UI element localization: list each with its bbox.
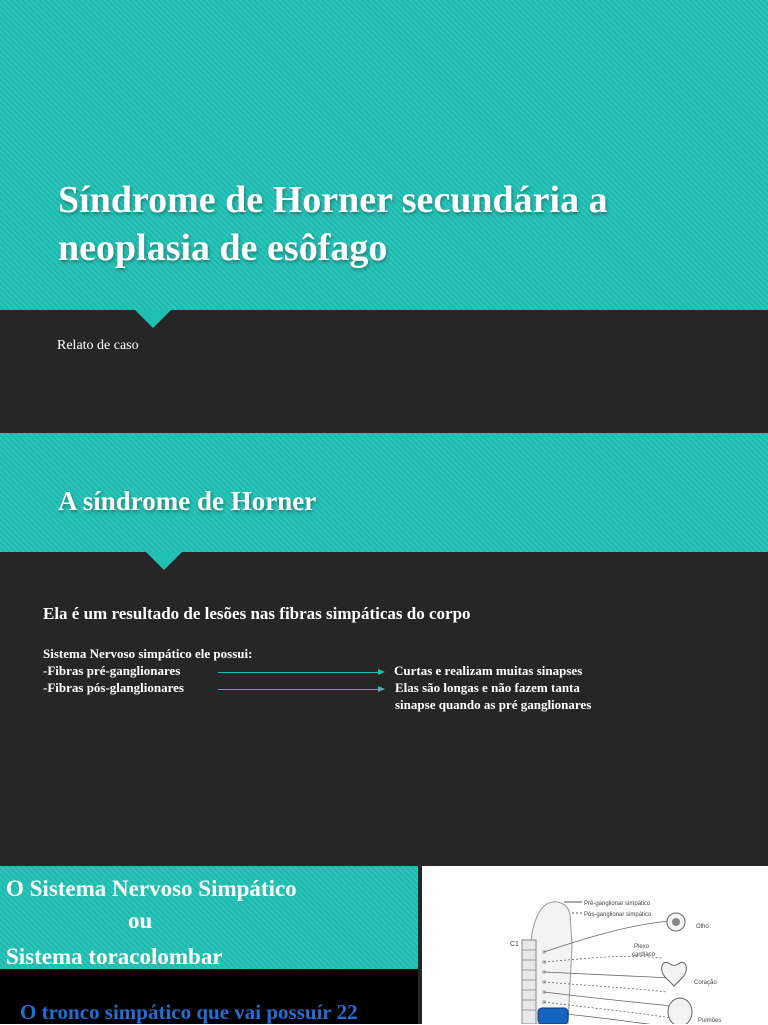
heart-illustration [662,962,687,986]
eye-illustration [667,913,685,931]
fiber-pos-label: -Fibras pós-glanglionares [43,680,184,695]
slide-1-title-line-2: neoplasia de esôfago [58,227,388,269]
slide-1-title-line-1: Síndrome de Horner secundária a [58,179,608,221]
fiber-pre-arrow-head [378,669,385,675]
slide-3-title-line-3: Sistema toracolombar [6,944,223,969]
fiber-pre-label: -Fibras pré-ganglionares [43,663,181,678]
fiber-pre-arrow-line [218,672,378,673]
slide-1-subtitle: Relato de caso [57,338,139,353]
sympathetic-diagram-art [422,866,768,1024]
sympathetic-diagram [422,866,768,1024]
slide-3-title-line-2: ou [128,908,153,933]
slide-2-system-label: Sistema Nervoso simpático ele possui: [43,646,253,661]
spinal-cord [522,940,536,1024]
highlight-region [538,1008,568,1024]
fiber-pos-desc-line-2: sinapse quando as pré ganglionares [395,697,592,712]
slide-2-body [0,552,768,866]
lungs-illustration [668,998,692,1024]
label-plexo-2: cardíaco [632,952,656,958]
fiber-pre-desc: Curtas e realizam muitas sinapses [394,663,583,678]
label-pulmoes: Pulmões [698,1018,722,1024]
fiber-pos-arrow-head [378,686,385,692]
slide-3-body-text: O tronco simpático que vai possuír 22 [20,1000,358,1024]
slide-2-title: A síndrome de Horner [58,486,317,516]
slide-1-body [0,310,768,433]
label-c1: C1 [510,941,519,948]
fiber-pos-arrow-line [218,689,378,690]
legend-pre-text: Pré-ganglionar simpático [584,901,651,907]
label-plexo-1: Plexo [634,944,650,950]
slide-2-intro: Ela é um resultado de lesões nas fibras simpáticas do corpo [43,604,471,623]
fiber-pos-desc-line-1: Elas são longas e não fazem tanta [395,680,580,695]
slide-1-title [58,176,758,272]
label-coracao: Coração [694,980,717,986]
label-olho: Olho [696,924,709,930]
legend-pos-text: Pós-ganglionar simpático [584,912,652,918]
slide-3-title-line-1: O Sistema Nervoso Simpático [6,876,297,901]
slide-1-notch [135,310,171,328]
slide-2-notch [146,552,182,570]
